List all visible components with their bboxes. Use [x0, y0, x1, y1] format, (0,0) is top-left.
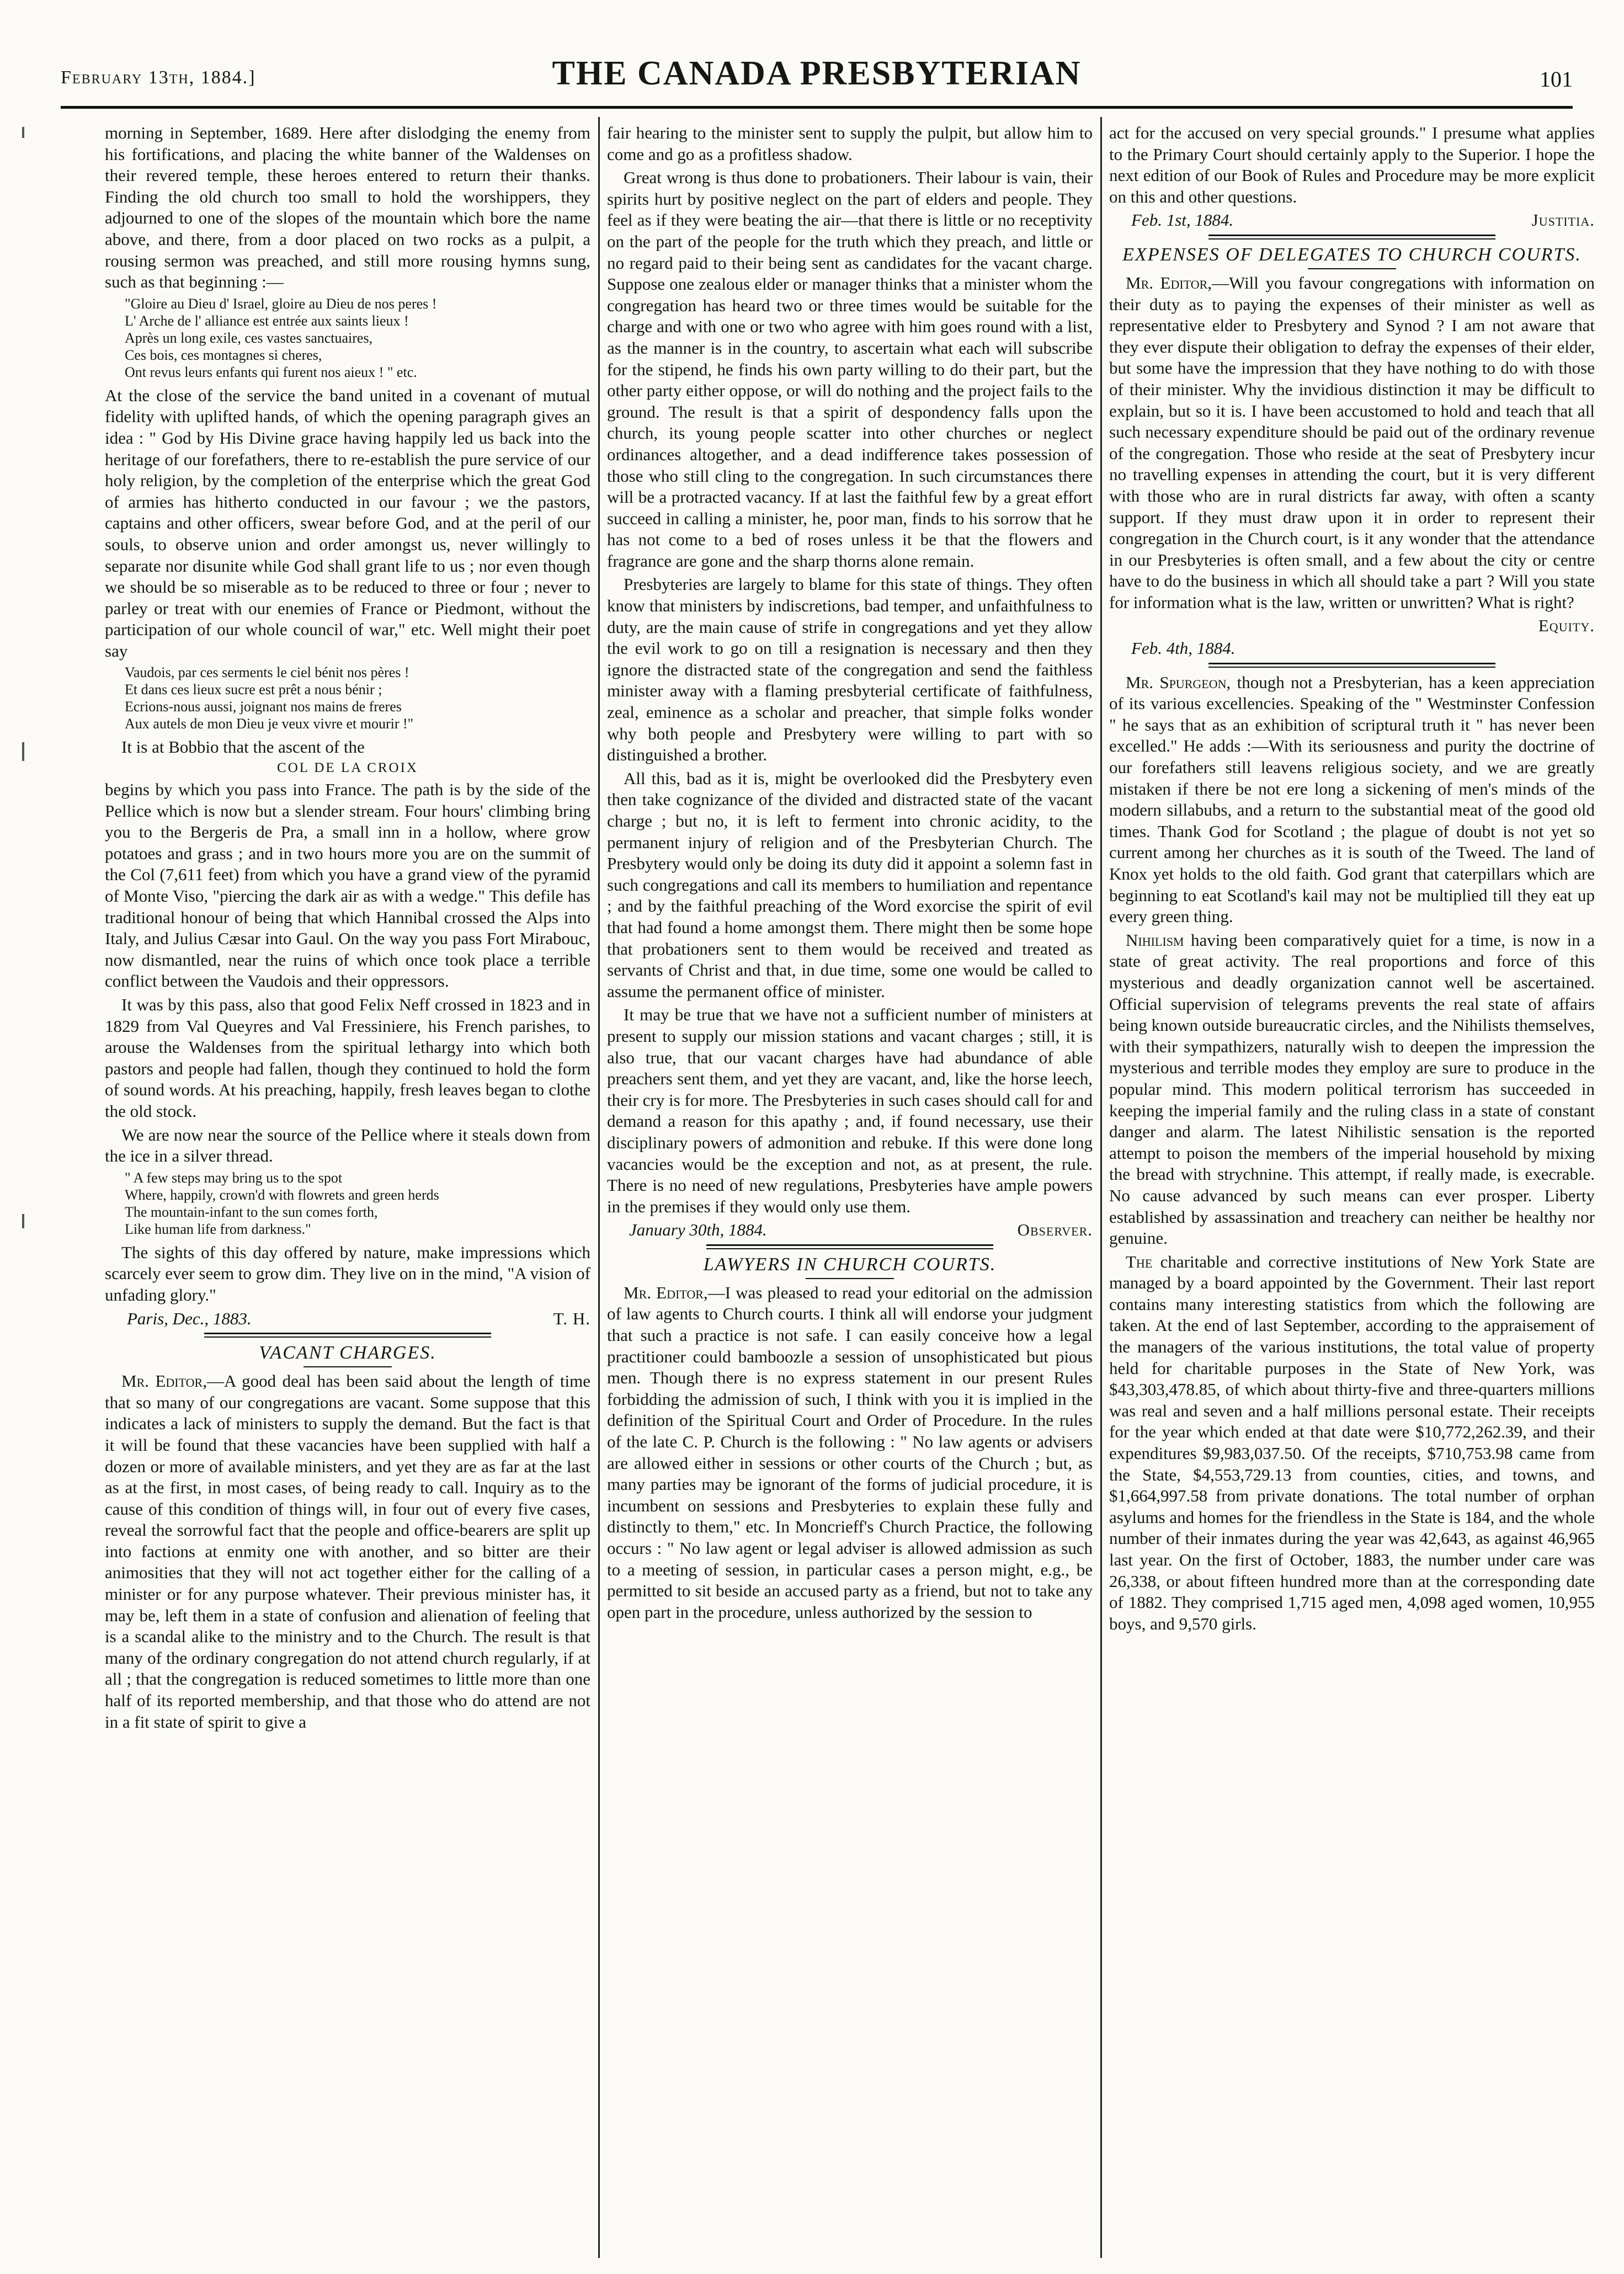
- paragraph: begins by which you pass into France. The path is by the side of the Pellice which is now but a slender stream. Four hours' climbing bring you to the Bergeris de Pra, a small inn in a hollow, where grow potatoes and grass ; and in two hours more you are on the summit of the Col (7,611 feet) from which you have a grand view of the pyramid of Monte Viso, "piercing the dark air as with a wedge." This defile has traditional honour of being that which Hannibal crossed the Alps into Italy, and Julius Cæsar into Gaul. On the way you pass Fort Mirabouc, now dismantled, near the ruins of which once took place a terrible conflict between the Vaudois and their oppressors.: [105, 780, 590, 991]
- paragraph: At the close of the service the band united in a covenant of mutual fidelity with uplifted hands, of which the opening paragraph gives an idea : " God by His Divine grace having happily led us back into the heritage of our forefathers, there to re-establish the pure service of our holy religion, by the completion of the enterprise which the great God of armies has hitherto conducted in our favour ; we the pastors, captains and other officers, swear before God, and at the peril of our souls, to observe union and order amongst us, never willingly to separate nor disunite while God shall grant life to us ; nor even though we should be so miserable as to be reduced to three or four ; never to parley or treat with our enemies of France or Piedmont, without the participation of our whole council of war," etc. Well might their poet say: [105, 385, 590, 661]
- paragraph: We are now near the source of the Pellice where it steals down from the ice in a silver thread.: [105, 1125, 590, 1166]
- signature: Equity.: [1538, 616, 1595, 636]
- section-rule: [204, 1333, 491, 1338]
- english-verse-quote: " A few steps may bring us to the spot Where, happily, crown'd with flowrets and green herds The mountain-infant to the sun comes forth, Like human life from darkness.": [125, 1169, 439, 1237]
- salutation: Mr. Editor,: [121, 1371, 207, 1391]
- column-divider: [598, 117, 600, 2258]
- heading-rule: [806, 1278, 894, 1279]
- paragraph: though not a Presbyterian, has a keen appreciation of its various excellencies. Speaking of the " Westminster Confession " he says that as an exhibition of scriptural truth it " has never been excelled." He adds :—With its seriousness and purity the doctrine of our forefathers still leavens religious society, and we are greatly mistaken if there be not ere long a sickening of men's minds of the modern sillabubs, and a return to the substantial meat of the good old times. Thank God for Scotland ; the plague of doubt is not yet so current among her churches as it is south of the Tweed. The land of Knox yet holds to the old faith. God grant that caterpillars which are beginning to eat Scotland's kail may not be multiplied till they eat up every green thing.: [1109, 672, 1595, 926]
- header-rule: [61, 106, 1573, 109]
- page-number: 101: [1540, 67, 1573, 92]
- article-heading: VACANT CHARGES.: [259, 1343, 436, 1364]
- dateline: Feb. 1st, 1884.: [1131, 210, 1234, 230]
- section-rule: [706, 1244, 993, 1249]
- article-heading: EXPENSES OF DELEGATES TO CHURCH COURTS.: [1122, 244, 1582, 265]
- paragraph: —Will you favour congregations with information on their duty as to paying the expenses of their minister as well as representative elder to Presbytery and Synod ? I am not aware that they ever dispute their obligation to defray the expenses of their elder, but some have the impression that they have nothing to do with those of their minister. Why the invidious distinction it may be difficult to explain, but so it is. I have been accustomed to hold and teach that all such necessary expenditure should be paid out of the ordinary revenue of the congregation. Those who reside at the seat of Presbytery incur no travelling expenses in attending the court, but it is very different with those who are in rural districts far away, with often a scanty support. If they must draw upon it in order to represent their congregation in the Church court, is it any wonder that the attendance in our Presbyteries is often small, and a few about the city or centre have to do the business in which all should take a part ? Will you state for information what is the law, written or unwritten? What is right?: [1109, 273, 1595, 612]
- section-rule: [1208, 235, 1495, 239]
- masthead-title: THE CANADA PRESBYTERIAN: [552, 55, 1082, 92]
- signature-row: [629, 1219, 1093, 1241]
- section-rule: [1208, 663, 1495, 668]
- paragraph: —A good deal has been said about the length of time that so many of our congregations are vacant. Some suppose that this indicates a lack of ministers to supply the demand. But the fact is that it will be found that these vacancies have been supplied with half a dozen or more of available ministers, and yet they are as far at the last as at the first, in most cases, of being ready to call. Inquiry as to the cause of this condition of things will, in four out of every five cases, reveal the sorrowful fact that the people and office-bearers are split up into factions at enmity one with another, and so bitter are their animosities that they will not act together either for the calling of a minister or for any purpose whatever. Their previous minister has, it may be, left them in a state of confusion and alienation of feeling that is a scandal alike to the ministry and to the Church. The result is that many of the ordinary congregation do not attend church regularly, if at all ; that the congregation is reduced sometimes to little more than one half of its reported membership, and that those who do attend are not in a fit state of spirit to give a: [105, 1371, 590, 1732]
- salutation: Mr. Editor,: [1126, 273, 1212, 292]
- margin-mark: [22, 742, 24, 761]
- salutation: Mr. Editor,: [624, 1282, 708, 1302]
- issue-date: February 13th, 1884.]: [61, 67, 256, 88]
- paragraph: morning in September, 1689. Here after dislodging the enemy from his fortifications, and placing the white banner of the Waldenses on their revered temple, these heroes entered to return their thanks. Finding the old church too small to hold the worshippers, they adjourned to one of the slopes of the mountain which bore the name above, and there, from a door placed on two rocks as a pulpit, a rousing sermon was preached, and still more rousing hymns sung, such as that beginning :—: [105, 123, 590, 292]
- heading-rule: [303, 1366, 392, 1367]
- column-divider: [1100, 117, 1102, 2258]
- paragraph: —I was pleased to read your editorial on the admission of law agents to Church courts. I think all will endorse your judgment that such a practice is not safe. I can easily conceive how a legal practitioner could bamboozle a session of unsophisticated but pious men. Though there is no express statement in our present Rules forbidding the admission of such, I think with you it is implied in the definition of the Spiritual Court and Order of Procedure. In the rules of the late C. P. Church is the following : " No law agents or advisers are allowed either in sessions or other courts of the Church ; but, as many parties may be ignorant of the forms of judicial procedure, it is incumbent on sessions and Presbyteries to explain these fully and distinctly to them," etc. In Moncrieff's Church Practice, the following occurs : " No law agent or legal adviser is allowed admission as such to a meeting of session, in particular cases a person might, e.g., be permitted to sit beside an accused party as a friend, but not to take any open part in the procedure, unless authorized by the session to: [607, 1282, 1093, 1622]
- paragraph: having been comparatively quiet for a time, is now in a state of great activity. The real proportions and force of this mysterious and deadly organization cannot well be ascertained. Official supervision of telegrams prevents the real state of affairs being known outside bureaucratic circles, and the Nihilists themselves, with their sympathizers, naturally wish to deepen the impression the mysterious and terrible modes they employ are sure to produce in the popular mind. This modern political terrorism has succeeded in keeping the imperial family and the ruling class in a state of constant danger and alarm. The latest Nihilistic sensation is the reported attempt to poison the members of the imperial household by mixing the bread with strychnine. This attempt, if really made, is execrable. No cause advanced by such means can ever prosper. Liberty established by assassination and treachery can neither be healthy nor genuine.: [1109, 930, 1595, 1248]
- dateline: Feb. 4th, 1884.: [1131, 638, 1236, 658]
- paragraph: All this, bad as it is, might be overlooked did the Presbytery even then take cognizance of the divided and distracted state of the vacant charge ; but no, it is left to ferment into chronic acidity, to the permanent injury of religion and of the Presbyterian Church. The Presbytery would only be doing its duty did it appoint a solemn fast in such congregations and call its members to humiliation and repentance ; and by the faithful preaching of the Word exorcise the spirit of evil that had found a home amongst them. There might then be some hope that probationers sent to them would be received and treated as servants of Christ and that, in due time, some one would be called to assume the permanent office of minister.: [607, 768, 1093, 1001]
- paragraph: Great wrong is thus done to probationers. Their labour is vain, their spirits hurt by positive neglect on the part of elders and people. They feel as if they were beating the air—that there is little or no receptivity on the part of the people for the truth which they preach, and little or no regard paid to their being sent as candidates for the vacant charge. Suppose one zealous elder or manager thinks that a minister whom the congregation has heard two or three times would be suitable for the charge and with one or two who agree with him goes round with a list, as the manner is in the country, to ascertain what each will subscribe for the stipend, he finds his own party willing to do their part, but the other party either oppose, or will do nothing and the project fails to the ground. The result is that a spirit of despondency falls upon the church, its young people scatter into other churches or neglect ordinances altogether, and a dead indifference takes possession of those who still cling to the congregation. In such circumstances there will be a protracted vacancy. If at last the faithful few by a great effort succeed in calling a minister, he, poor man, finds to his sorrow that he has not come to a bed of roses unless it be that the flowers and fragrance are gone and the sharp thorns alone remain.: [607, 168, 1093, 571]
- column-1: [105, 123, 590, 2252]
- paragraph: It was by this pass, also that good Felix Neff crossed in 1823 and in 1829 from Val Queyres and Val Fressiniere, his French parishes, to arouse the Waldenses from the spiritual lethargy into which both pastors and people had fallen, though they continued to hold the form of sound words. At his preaching, happily, fresh leaves began to clothe the old stock.: [105, 995, 590, 1121]
- column-2: [607, 123, 1093, 2252]
- paragraph: It may be true that we have not a sufficient number of ministers at present to supply our mission stations and vacant charges ; still, it is also true, that our vacant charges have had abundance of able preachers sent them, and yet they are vacant, and, like the horse leech, their cry is for more. The Presbyteries in such cases should call for and demand a reason for this apathy ; and, if found necessary, use their disciplinary powers of admonition and rebuke. If this were done long vacancies would be the exception and not, as at present, the rule. There is no need of new regulations, Presbyteries have ample powers in the premises if they would only use them.: [607, 1005, 1093, 1216]
- paragraph: charitable and corrective institutions of New York State are managed by a board appointed by the Government. Their last report contains many interesting statistics from which the following are taken. At the end of last September, according to the appraisement of the managers of the various institutions, the total value of property held for charitable purposes in the State of New York, was $43,303,478.85, of which about thirty-five and three-quarters millions was real and seven and a half millions personal estate. Their receipts for the year which ended at that date were $10,772,262.39, and their expenditures $9,983,037.50. Of the receipts, $710,753.98 came from the State, $4,553,729.13 from counties, cities, and towns, and $1,664,997.58 from private donations. The total number of orphan asylums and homes for the friendless in the State is 184, and the whole number of their inmates during the year was 42,643, as against 46,965 last year. On the first of October, 1883, the number under care was 26,338, or about fifteen hundred more than at the corresponding date of 1882. They comprised 1,715 aged men, 4,098 aged women, 10,955 boys, and 9,570 girls.: [1109, 1252, 1595, 1633]
- paragraph: Presbyteries are largely to blame for this state of things. They often know that ministers by indiscretions, bad temper, and unfaithfulness to duty, are the main cause of strife in congregations and yet they allow the evil work to go on till a resignation is necessary and then they ignore the distracted state of the congregation and send the faithless minister away with a flaming presbyterial certificate of faithfulness, zeal, eminence as a scholar and preacher, that simple folks wonder why both people and Presbytery were willing to part with so distinguished a brother.: [607, 574, 1093, 765]
- paragraph: fair hearing to the minister sent to supply the pulpit, but allow him to come and go as a profitless shadow.: [607, 123, 1093, 164]
- lead-in: Mr. Spurgeon,: [1126, 672, 1231, 692]
- article-heading: LAWYERS IN CHURCH COURTS.: [703, 1254, 997, 1275]
- signature-row: [1131, 210, 1595, 231]
- paragraph: It is at Bobbio that the ascent of the: [121, 737, 365, 757]
- heading-rule: [1308, 268, 1396, 269]
- signature-row: [127, 1308, 590, 1330]
- margin-mark: [22, 1214, 24, 1228]
- paragraph: act for the accused on very special grounds." I presume what applies to the Primary Court should certainly apply to the Superior. I hope the next edition of our Book of Rules and Procedure may be more explicit on this and other questions.: [1109, 123, 1595, 206]
- french-verse-quote: Vaudois, par ces serments le ciel bénit nos pères ! Et dans ces lieux sucre est prêt a nous bénir ; Ecrions-nous aussi, joignant nos mains de freres Aux autels de mon Dieu je veux vivre et mourir !": [125, 664, 414, 732]
- subheading-col-de-la-croix: COL DE LA CROIX: [277, 760, 418, 776]
- lead-in: Nihilism: [1126, 930, 1184, 950]
- dateline: Paris, Dec., 1883.: [127, 1308, 252, 1328]
- dateline: January 30th, 1884.: [629, 1220, 767, 1240]
- page-header: [61, 54, 1573, 98]
- lead-in: The: [1126, 1252, 1153, 1271]
- signature: Observer.: [1017, 1220, 1093, 1240]
- dateline-row: [1131, 638, 1595, 659]
- paragraph: The sights of this day offered by nature, make impressions which scarcely ever seem to grow dim. They live on in the mind, "A vision of unfading glory.": [105, 1242, 590, 1304]
- signature: T. H.: [553, 1308, 590, 1328]
- french-hymn-quote: "Gloire au Dieu d' Israel, gloire au Dieu de nos peres ! L' Arche de l' alliance est entrée aux saints lieux ! Après un long exile, ces vastes sanctuaires, Ces bois, ces montagnes si cheres, Ont revus leurs enfants qui furent nos aieux ! " etc.: [125, 295, 437, 380]
- signature: Justitia.: [1531, 210, 1595, 230]
- column-3: [1109, 123, 1595, 2252]
- signature-row: [1131, 615, 1595, 637]
- margin-mark: [22, 127, 24, 138]
